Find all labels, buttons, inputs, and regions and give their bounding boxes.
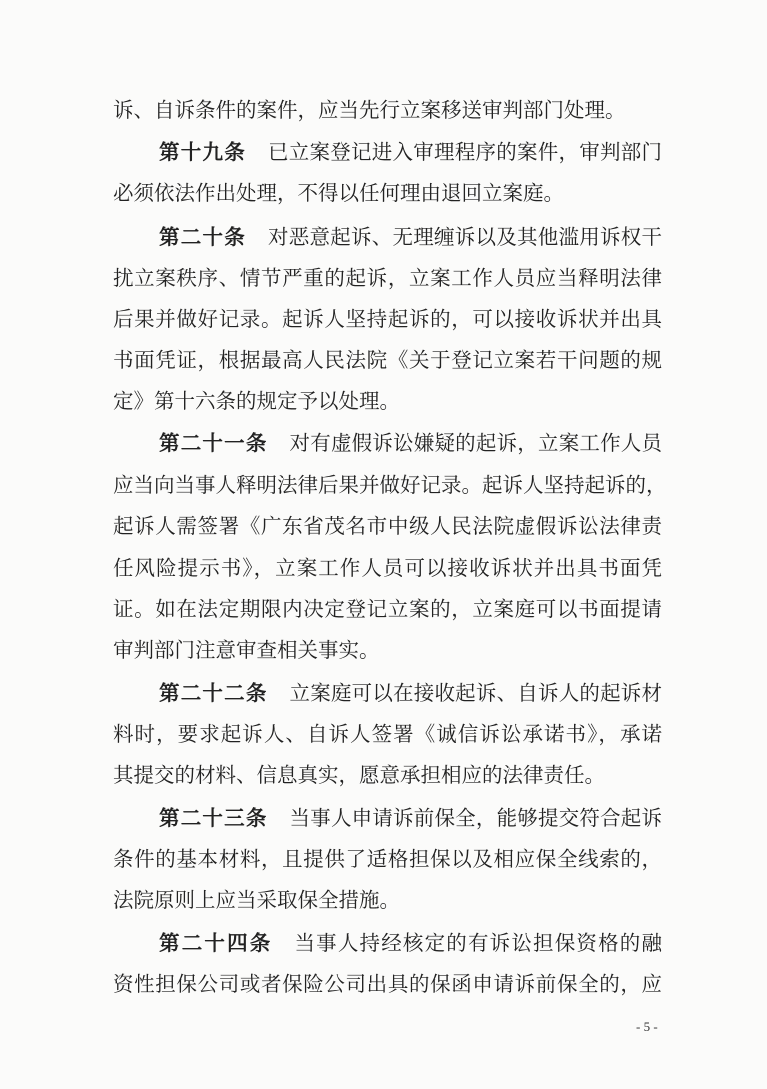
article-22-first-line: 第二十二条 立案庭可以在接收起诉、自诉人的起诉材 bbox=[159, 681, 663, 705]
text-line: 必须依法作出处理，不得以任何理由退回立案庭。 bbox=[113, 181, 564, 205]
article-heading: 第十九条 bbox=[159, 140, 246, 164]
article-heading: 第二十一条 bbox=[159, 431, 268, 455]
page-number: - 5 - bbox=[636, 1019, 658, 1034]
text-line: 后果并做好记录。起诉人坚持起诉的，可以接收诉状并出具 bbox=[113, 307, 662, 331]
text-line: 条件的基本材料，且提供了适格担保以及相应保全线索的， bbox=[113, 847, 662, 871]
article-heading: 第二十条 bbox=[159, 225, 246, 249]
text-line: 定》第十六条的规定予以处理。 bbox=[113, 389, 400, 413]
article-20-first-line: 第二十条 对恶意起诉、无理缠诉以及其他滥用诉权干 bbox=[159, 225, 662, 249]
text-line: 证。如在法定期限内决定登记立案的，立案庭可以书面提请 bbox=[113, 597, 662, 621]
text-line: 资性担保公司或者保险公司出具的保函申请诉前保全的，应 bbox=[113, 972, 662, 996]
article-23-first-line: 第二十三条 当事人申请诉前保全，能够提交符合起诉 bbox=[159, 806, 663, 830]
text-line: 书面凭证，根据最高人民法院《关于登记立案若干问题的规 bbox=[113, 348, 662, 372]
text-line: 应当向当事人释明法律后果并做好记录。起诉人坚持起诉的， bbox=[113, 473, 667, 497]
text-line: 审判部门注意审查相关事实。 bbox=[113, 638, 380, 662]
text-line: 料时，要求起诉人、自诉人签署《诚信诉讼承诺书》，承诺 bbox=[113, 722, 662, 746]
article-heading: 第二十三条 bbox=[159, 806, 268, 830]
article-21-first-line: 第二十一条 对有虚假诉讼嫌疑的起诉，立案工作人员 bbox=[159, 431, 663, 455]
article-24-first-line: 第二十四条 当事人持经核定的有诉讼担保资格的融 bbox=[159, 931, 662, 955]
text-line: 法院原则上应当采取保全措施。 bbox=[113, 888, 400, 912]
text-line: 其提交的材料、信息真实，愿意承担相应的法律责任。 bbox=[113, 763, 605, 787]
text-line: 任风险提示书》，立案工作人员可以接收诉状并出具书面凭 bbox=[113, 556, 662, 580]
article-heading: 第二十四条 bbox=[159, 931, 273, 955]
text-line: 诉、自诉条件的案件，应当先行立案移送审判部门处理。 bbox=[113, 98, 626, 122]
text-line: 起诉人需签署《广东省茂名市中级人民法院虚假诉讼法律责 bbox=[113, 514, 662, 538]
text-line: 扰立案秩序、情节严重的起诉，立案工作人员应当释明法律 bbox=[113, 266, 662, 290]
article-19-first-line: 第十九条 已立案登记进入审理程序的案件，审判部门 bbox=[159, 140, 662, 164]
article-heading: 第二十二条 bbox=[159, 681, 268, 705]
